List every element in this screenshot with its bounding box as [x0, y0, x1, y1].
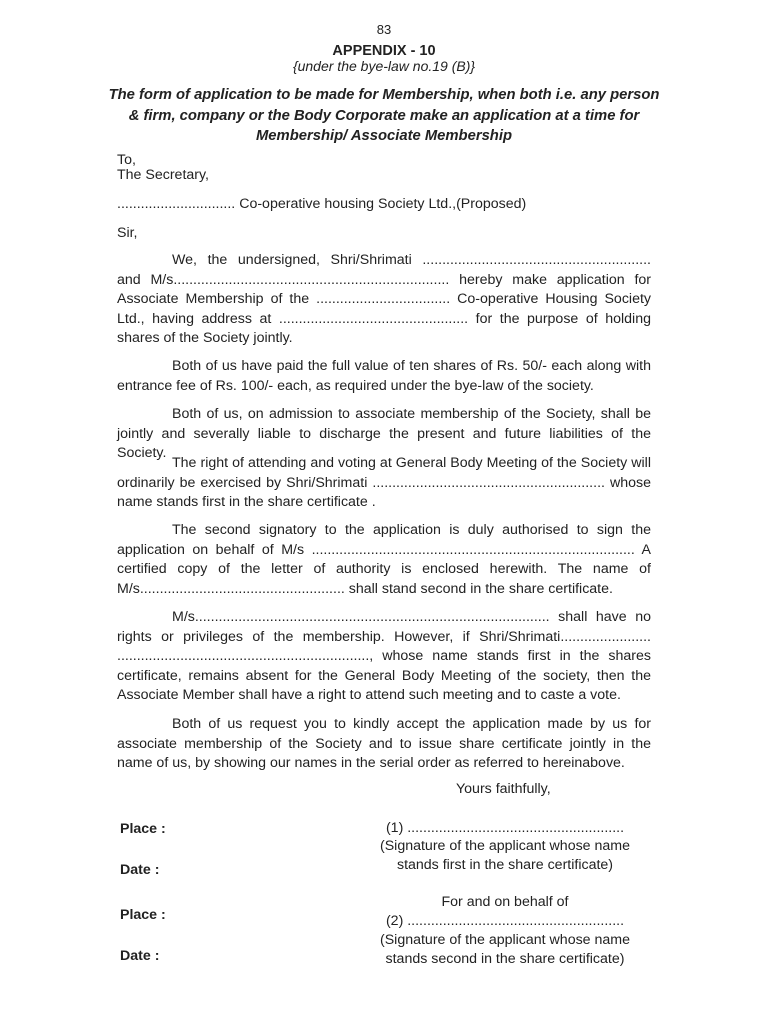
signature-line-1: (1) .......................................................	[385, 820, 625, 836]
paragraph-liability: Both of us, on admission to associate membership of the Society, shall be jointly and severally liable to discharge the present and future liabilities of the Society.	[117, 406, 651, 462]
address-society: .............................. Co-operative housing Society Ltd.,(Proposed)	[117, 196, 527, 212]
paragraph-application: We, the undersigned, Shri/Shrimati .......................................................... and M/s...................................................................... hereby make application for Associate Membership of the .................................. Co-operative Housing Society Ltd., having address at ................................................ for the purpose of holding shares of the Society jointly.	[117, 252, 651, 347]
salutation: Sir,	[117, 225, 138, 241]
signature-line-2: (2) .......................................................	[385, 913, 625, 929]
form-title: The form of application to be made for Membership, when both i.e. any person & firm, company or the Body Corporate make an application at a time for Membership/ Associate Membership	[108, 87, 660, 144]
appendix-heading: APPENDIX - 10	[332, 43, 436, 59]
signature-caption-1b: stands first in the share certificate)	[396, 857, 614, 873]
paragraph-request: Both of us request you to kindly accept the application made by us for associate membership of the Society and to issue share certificate jointly in the name of us, by showing our names in the serial order as referred to hereinabove.	[117, 716, 651, 772]
paragraph-firm-rights: M/s.......................................................................................... shall have no rights or privileges of the membership. However, if Shri/Shrimati....................... ................................................................, whose name stands first in the shares certificate, remains absent for the General Body Meeting of the society, then the Associate Member shall have a right to attend such meeting and to caste a vote.	[117, 609, 651, 704]
date-label-1: Date :	[120, 862, 160, 878]
signature-caption-2a: (Signature of the applicant whose name	[379, 932, 630, 948]
paragraph-voting-right: The right of attending and voting at General Body Meeting of the Society will ordinarily be exercised by Shri/Shrimati ........................................................... whose name stands first in the share certificate .	[117, 455, 651, 511]
date-label-2: Date :	[120, 948, 160, 964]
paragraph-payment: Both of us have paid the full value of ten shares of Rs. 50/- each along with entrance fee of Rs. 100/- each, as required under the bye-law of the society.	[117, 358, 651, 394]
place-label-2: Place :	[120, 907, 166, 923]
paragraph-second-signatory: The second signatory to the application is duly authorised to sign the application on behalf of M/s .................................................................................. A certified copy of the letter of authority is enclosed herewith. The name of M/s.................................................... shall stand second in the share certificate.	[117, 522, 651, 597]
bye-law-reference: {under the bye-law no.19 (B)}	[292, 58, 476, 74]
page-number: 83	[376, 22, 392, 37]
signature-caption-2b: stands second in the share certificate)	[385, 951, 625, 967]
place-label-1: Place :	[120, 821, 166, 837]
address-to: To,	[117, 152, 136, 168]
on-behalf-of: For and on behalf of	[441, 894, 569, 910]
address-secretary: The Secretary,	[117, 167, 209, 183]
closing: Yours faithfully,	[456, 781, 551, 797]
signature-caption-1a: (Signature of the applicant whose name	[379, 838, 630, 854]
